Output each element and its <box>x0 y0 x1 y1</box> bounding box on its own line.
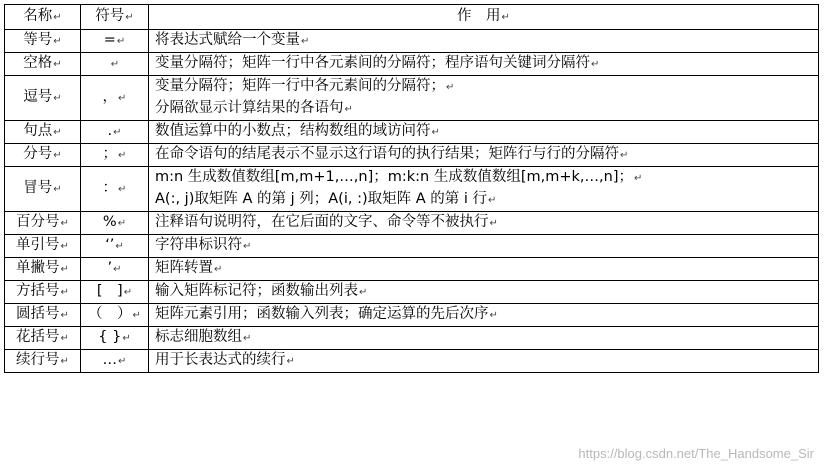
table-row <box>5 235 819 258</box>
usage-cell <box>149 53 819 76</box>
symbol-cell: ’↵ <box>81 258 149 281</box>
usage-line: 用于长表达式的续行↵ <box>155 352 295 368</box>
symbol-cell: [ ]↵ <box>81 281 149 304</box>
table-row <box>5 121 819 144</box>
usage-cell <box>149 76 819 121</box>
symbol-name-cell: 分号↵ <box>5 144 81 167</box>
symbol-name-cell: 方括号↵ <box>5 281 81 304</box>
table-row <box>5 327 819 350</box>
symbol-cell: ，↵ <box>81 76 149 121</box>
usage-line: 矩阵元素引用；函数输入列表；确定运算的先后次序↵ <box>155 306 498 322</box>
symbol-cell: .↵ <box>81 121 149 144</box>
header-usage: 作 用↵ <box>149 5 819 30</box>
symbol-name-cell: 圆括号↵ <box>5 304 81 327</box>
usage-line: 变量分隔符；矩阵一行中各元素间的分隔符；↵ <box>155 78 455 94</box>
usage-line: 字符串标识符↵ <box>155 237 252 253</box>
symbol-name-cell: 百分号↵ <box>5 212 81 235</box>
table-row <box>5 258 819 281</box>
usage-line: A(:, j)取矩阵 A 的第 j 列；A(i, :)取矩阵 A 的第 i 行↵ <box>155 191 497 207</box>
usage-line: 输入矩阵标记符；函数输出列表↵ <box>155 283 368 299</box>
table-row <box>5 212 819 235</box>
symbol-cell: =↵ <box>81 30 149 53</box>
usage-cell <box>149 167 819 212</box>
usage-cell <box>149 144 819 167</box>
symbol-name-cell: 空格↵ <box>5 53 81 76</box>
usage-line: 注释语句说明符，在它后面的文字、命令等不被执行↵ <box>155 214 498 230</box>
symbol-name-cell: 续行号↵ <box>5 350 81 373</box>
symbol-name-cell: 句点↵ <box>5 121 81 144</box>
symbol-cell: { }↵ <box>81 327 149 350</box>
table-row <box>5 281 819 304</box>
symbol-cell: ；↵ <box>81 144 149 167</box>
header-symbol: 符号↵ <box>81 5 149 30</box>
usage-cell <box>149 30 819 53</box>
usage-line: 分隔欲显示计算结果的各语句↵ <box>155 100 353 116</box>
usage-line: 矩阵转置↵ <box>155 260 223 276</box>
table-row <box>5 304 819 327</box>
symbol-name-cell: 冒号↵ <box>5 167 81 212</box>
usage-cell <box>149 350 819 373</box>
usage-cell <box>149 327 819 350</box>
symbol-cell: %↵ <box>81 212 149 235</box>
symbol-cell: ↵ <box>81 53 149 76</box>
table-row <box>5 167 819 212</box>
usage-cell <box>149 304 819 327</box>
usage-line: 变量分隔符；矩阵一行中各元素间的分隔符；程序语句关键词分隔符↵ <box>155 55 600 71</box>
usage-line: 标志细胞数组↵ <box>155 329 252 345</box>
table-row <box>5 53 819 76</box>
symbol-cell: …↵ <box>81 350 149 373</box>
symbol-table <box>4 4 819 373</box>
symbol-name-cell: 花括号↵ <box>5 327 81 350</box>
header-name: 名称↵ <box>5 5 81 30</box>
usage-cell <box>149 258 819 281</box>
symbol-cell: ‘’↵ <box>81 235 149 258</box>
usage-cell <box>149 281 819 304</box>
symbol-cell: ：↵ <box>81 167 149 212</box>
header-row <box>5 5 819 30</box>
usage-cell <box>149 121 819 144</box>
table-row <box>5 76 819 121</box>
usage-line: 在命令语句的结尾表示不显示这行语句的执行结果；矩阵行与行的分隔符↵ <box>155 146 629 162</box>
usage-line: 将表达式赋给一个变量↵ <box>155 32 310 48</box>
table-row <box>5 144 819 167</box>
usage-line: m:n 生成数值数组[m,m+1,…,n]；m:k:n 生成数值数组[m,m+k,…,n]；↵ <box>155 169 643 185</box>
symbol-name-cell: 单撇号↵ <box>5 258 81 281</box>
table-row <box>5 350 819 373</box>
symbol-name-cell: 等号↵ <box>5 30 81 53</box>
usage-cell <box>149 212 819 235</box>
symbol-cell: （ ）↵ <box>81 304 149 327</box>
watermark: https://blog.csdn.net/The_Handsome_Sir <box>578 446 814 461</box>
symbol-name-cell: 单引号↵ <box>5 235 81 258</box>
symbol-name-cell: 逗号↵ <box>5 76 81 121</box>
usage-cell <box>149 235 819 258</box>
table-row <box>5 30 819 53</box>
usage-line: 数值运算中的小数点；结构数组的域访问符↵ <box>155 123 440 139</box>
